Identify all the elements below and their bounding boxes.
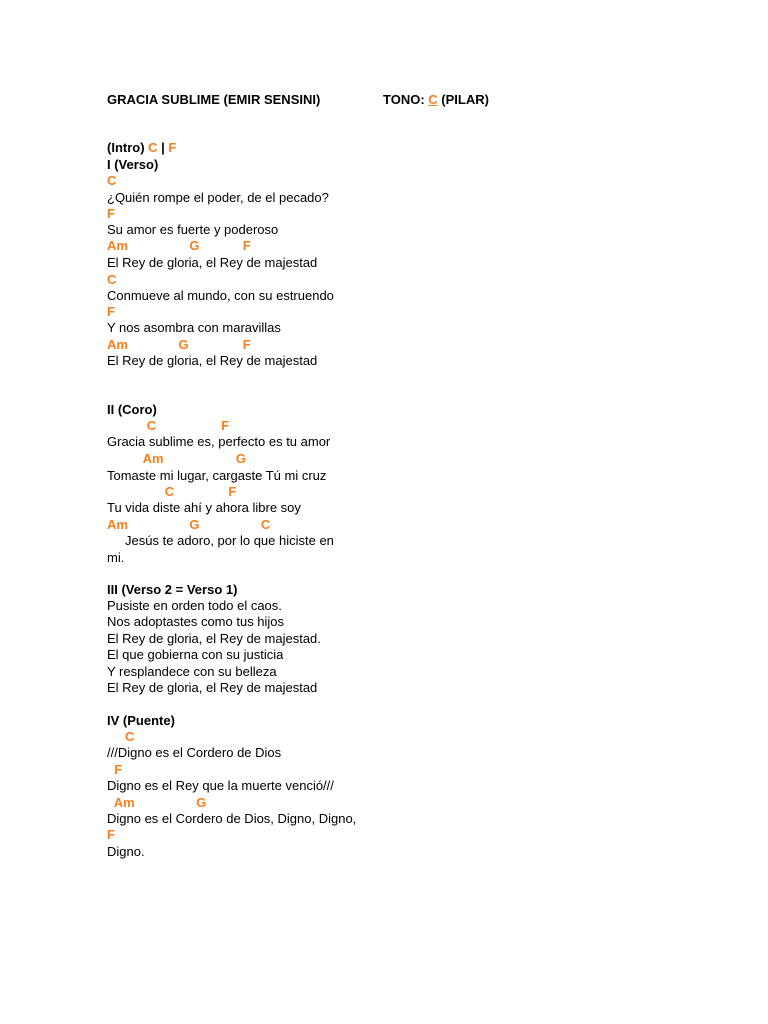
lyric-line: mi. bbox=[107, 550, 125, 565]
lyric-line: Digno es el Rey que la muerte venció/// bbox=[107, 778, 334, 793]
lyric-line: Su amor es fuerte y poderoso bbox=[107, 222, 279, 237]
lyric-line: Digno. bbox=[107, 844, 145, 859]
lyric-line: Pusiste en orden todo el caos. bbox=[107, 598, 282, 613]
lyric-line: Digno es el Cordero de Dios, Digno, Digno, bbox=[107, 811, 357, 826]
section-label: IV (Puente) bbox=[107, 713, 175, 728]
intro-chord: C bbox=[148, 140, 158, 155]
chord-line: Am G F bbox=[107, 337, 251, 352]
chord-line: F bbox=[107, 827, 115, 842]
lyric-line: El que gobierna con su justicia bbox=[107, 647, 284, 662]
key-note: (PILAR) bbox=[437, 92, 489, 107]
key-line bbox=[383, 92, 489, 108]
lyric-line: Tu vida diste ahí y ahora libre soy bbox=[107, 500, 301, 515]
lyric-line: Gracia sublime es, perfecto es tu amor bbox=[107, 434, 331, 449]
chord-line: C bbox=[107, 272, 117, 287]
chord-line: F bbox=[107, 304, 115, 319]
lyric-line: Y resplandece con su belleza bbox=[107, 664, 277, 679]
lyric-line: El Rey de gloria, el Rey de majestad bbox=[107, 255, 318, 270]
lyric-line: Tomaste mi lugar, cargaste Tú mi cruz bbox=[107, 468, 327, 483]
chord-line: Am G bbox=[107, 795, 207, 810]
chord-line: Am G C bbox=[107, 517, 271, 532]
lyric-line: Nos adoptastes como tus hijos bbox=[107, 614, 285, 629]
chord-line: C bbox=[107, 173, 117, 188]
intro-line bbox=[107, 140, 176, 156]
chord-line: F bbox=[107, 206, 115, 221]
intro-separator: | bbox=[157, 140, 169, 155]
key-label: TONO: bbox=[383, 92, 429, 107]
lyric-line: Y nos asombra con maravillas bbox=[107, 320, 281, 335]
chord-line: C bbox=[107, 729, 135, 744]
intro-label: (Intro) bbox=[107, 140, 149, 155]
lyric-line: ¿Quién rompe el poder, de el pecado? bbox=[107, 190, 329, 205]
key-chord: C bbox=[428, 92, 438, 107]
chord-line: F bbox=[107, 762, 123, 777]
song-title: GRACIA SUBLIME (EMIR SENSINI) bbox=[107, 92, 321, 107]
chord-line: Am G bbox=[107, 451, 246, 466]
chord-line: C F bbox=[107, 418, 230, 433]
lyric-line: El Rey de gloria, el Rey de majestad bbox=[107, 680, 318, 695]
lyric-line: Conmueve al mundo, con su estruendo bbox=[107, 288, 334, 303]
lyric-line: El Rey de gloria, el Rey de majestad. bbox=[107, 631, 321, 646]
lyric-line: Jesús te adoro, por lo que hiciste en bbox=[107, 533, 334, 548]
intro-chord: F bbox=[168, 140, 177, 155]
chord-line: C F bbox=[107, 484, 237, 499]
section-label: II (Coro) bbox=[107, 402, 157, 417]
lyric-line: El Rey de gloria, el Rey de majestad bbox=[107, 353, 318, 368]
lyric-line: ///Digno es el Cordero de Dios bbox=[107, 745, 282, 760]
section-label: III (Verso 2 = Verso 1) bbox=[107, 582, 238, 597]
chord-line: Am G F bbox=[107, 238, 251, 253]
section-label: I (Verso) bbox=[107, 157, 159, 172]
